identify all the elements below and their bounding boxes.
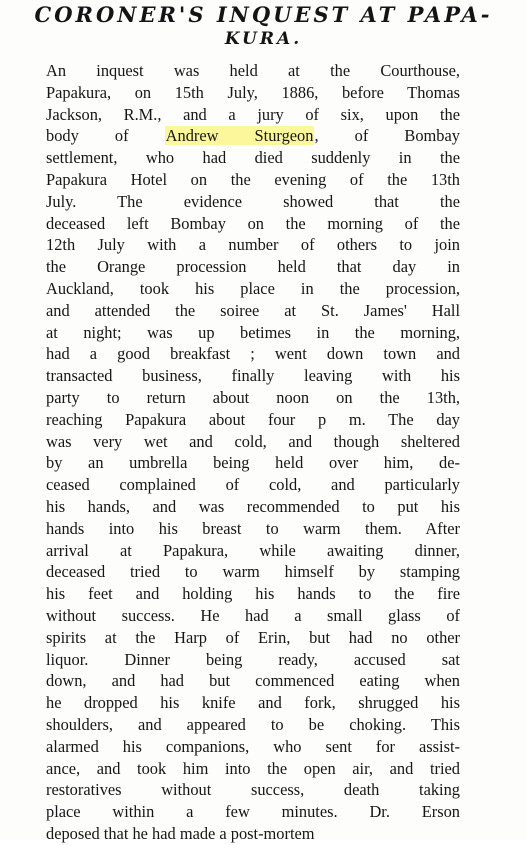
text-line: deceased left Bombay on the morning of the xyxy=(46,213,460,233)
text-line: and attended the soiree at St. James' Hall xyxy=(46,300,460,320)
text-line: hands into his breast to warm them. After xyxy=(46,518,460,538)
text-line: reaching Papakura about four p m. The day xyxy=(46,409,460,429)
text-line: without success. He had a small glass of xyxy=(46,605,460,625)
text-line: alarmed his companions, who sent for assist- xyxy=(46,736,460,756)
text-line: his feet and holding his hands to the fire xyxy=(46,584,460,604)
text-line: arrival at Papakura, while awaiting dinner, xyxy=(46,540,460,560)
text-line: Auckland, took his place in the procession, xyxy=(46,278,460,298)
text-line: was very wet and cold, and though sheltered xyxy=(46,431,460,451)
text-line: ceased complained of cold, and particularly xyxy=(46,475,460,495)
text-line: deceased tried to warm himself by stamping xyxy=(46,562,460,582)
text-line: at night; was up betimes in the morning, xyxy=(46,322,460,342)
highlighted-name: Andrew Sturgeon xyxy=(165,126,314,146)
text-line: liquor. Dinner being ready, accused sat xyxy=(46,649,460,669)
text-line: 12th July with a number of others to join xyxy=(46,235,460,255)
text-line: Papakura Hotel on the evening of the 13th xyxy=(46,169,460,189)
text-fragment: , of Bombay xyxy=(314,126,460,146)
text-line: Jackson, R.M., and a jury of six, upon the xyxy=(46,104,460,124)
text-line: July. The evidence showed that the xyxy=(46,191,460,211)
text-line: shoulders, and appeared to be choking. This xyxy=(46,714,460,734)
text-line: spirits at the Harp of Erin, but had no other xyxy=(46,627,460,647)
text-line: the Orange procession held that day in xyxy=(46,257,460,277)
text-line: his hands, and was recommended to put his xyxy=(46,496,460,516)
text-line: place within a few minutes. Dr. Erson xyxy=(46,802,460,822)
text-line: he dropped his knife and fork, shrugged his xyxy=(46,693,460,713)
text-line: transacted business, finally leaving with his xyxy=(46,366,460,386)
text-line: by an umbrella being held over him, de- xyxy=(46,453,460,473)
article-title-continued: KURA. xyxy=(224,29,303,49)
article-body xyxy=(46,60,460,845)
text-line: settlement, who had died suddenly in the xyxy=(46,148,460,168)
text-line: Papakura, on 15th July, 1886, before Thomas xyxy=(46,82,460,102)
text-line: had a good breakfast ; went down town and xyxy=(46,344,460,364)
text-line: restoratives without success, death taking xyxy=(46,780,460,800)
text-line: party to return about noon on the 13th, xyxy=(46,387,460,407)
text-line: deposed that he had made a post-mortem xyxy=(46,823,315,843)
article-title: CORONER'S INQUEST AT PAPA- xyxy=(34,2,493,27)
text-line-with-highlight xyxy=(46,125,460,147)
text-line: An inquest was held at the Courthouse, xyxy=(46,61,460,80)
text-line: ance, and took him into the open air, and tried xyxy=(46,758,460,778)
text-fragment: body of xyxy=(46,126,129,146)
text-line: down, and had but commenced eating when xyxy=(46,671,460,691)
